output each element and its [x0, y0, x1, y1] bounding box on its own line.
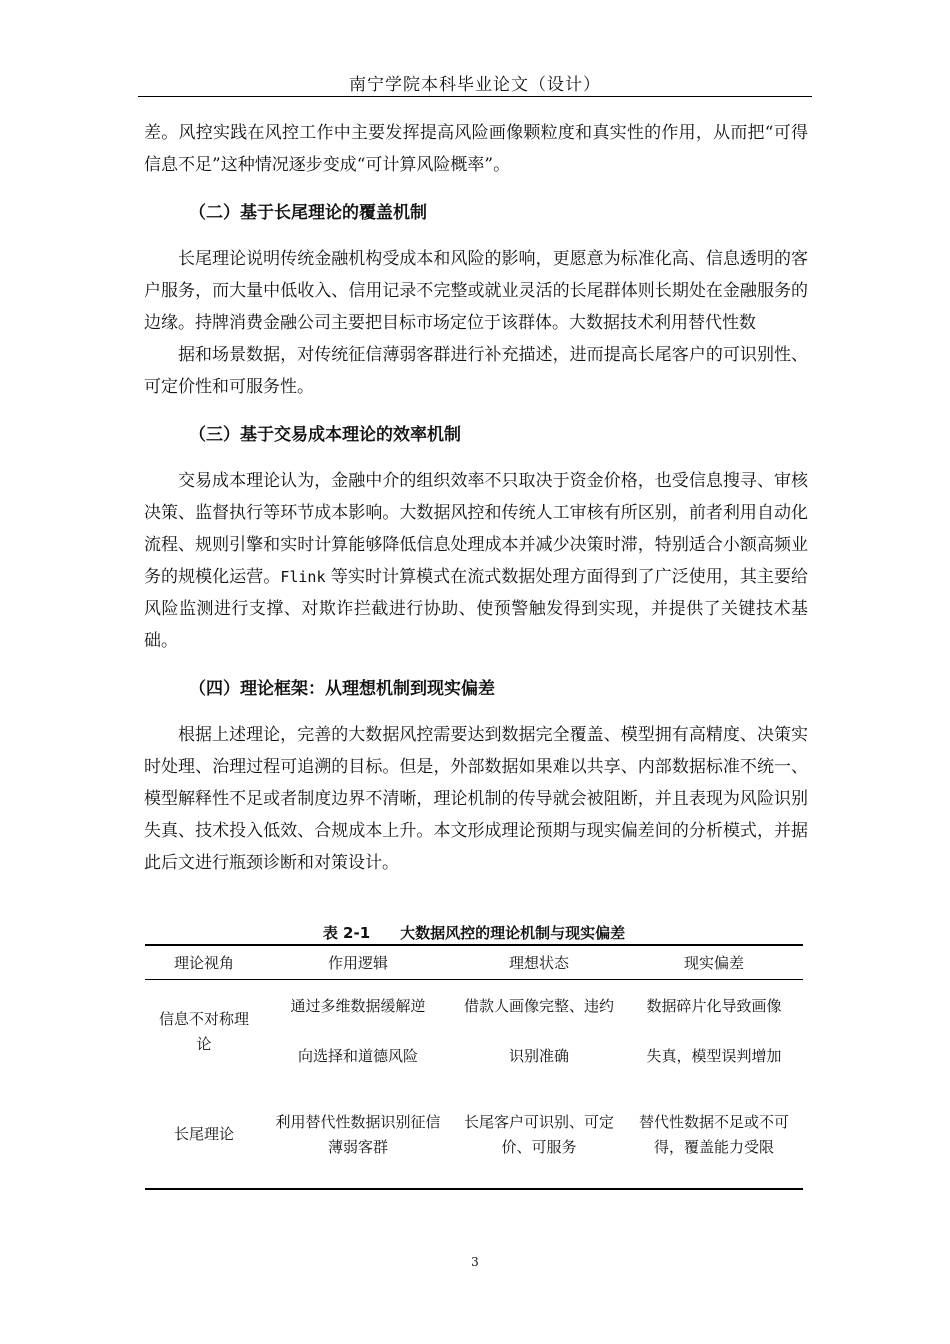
cell-line: 通过多维数据缓解逆: [290, 996, 426, 1015]
table-row: [145, 1082, 803, 1189]
body-text: [144, 117, 808, 879]
data-table: [145, 944, 803, 1190]
cell-line: 论: [196, 1034, 212, 1053]
table-header-cell: 作用逻辑: [263, 945, 453, 979]
table-cell: [625, 979, 803, 1082]
table-cell: [145, 1082, 263, 1189]
cell-line: 利用替代性数据识别征信: [275, 1112, 441, 1131]
cell-line: 价、可服务: [501, 1137, 577, 1156]
table-caption: 表 2-1 大数据风控的理论机制与现实偏差: [322, 924, 626, 942]
table-row: [145, 979, 803, 1082]
cell-line: 长尾客户可识别、可定: [463, 1112, 614, 1131]
cell-line: 信息不对称理: [158, 1009, 249, 1028]
paragraph-continued: 差。风控实践在风控工作中主要发挥提高风险画像颗粒度和真实性的作用，从而把“可得信息不足”这种情况逐步变成“可计算风险概率”。: [144, 123, 808, 175]
table-cell: [453, 1082, 625, 1189]
cell-line: 借款人画像完整、违约: [463, 996, 614, 1015]
paragraph-text-b: 等实时计算模式在流式数据处理方面得到了广泛使用，其主要给风险监测进行支撑、对欺诈拦截进行协助、使预警触发得到实现，并提供了关键技术基础。: [144, 567, 809, 651]
section-heading-transaction-cost: （三）基于交易成本理论的效率机制: [189, 425, 461, 445]
cell-line: 向选择和道德风险: [297, 1046, 418, 1065]
paragraph-long-tail-1: 长尾理论说明传统金融机构受成本和风险的影响，更愿意为标准化高、信息透明的客户服务，而大量中低收入、信用记录不完整或就业灵活的长尾群体则长期处在金融服务的边缘。持牌消费金融公司主要把目标市场定位于该群体。大数据技术利用替代性数: [144, 249, 808, 333]
running-header: 南宁学院本科毕业论文（设计）: [349, 75, 601, 95]
paragraph-long-tail-2: 据和场景数据，对传统征信薄弱客群进行补充描述，进而提高长尾客户的可识别性、可定价性和可服务性。: [144, 345, 808, 397]
table-cell: [263, 1082, 453, 1189]
cell-line: 薄弱客群: [327, 1137, 388, 1156]
cell-line: 得，覆盖能力受限: [653, 1137, 774, 1156]
table-header-cell: 现实偏差: [625, 945, 803, 979]
table-cell: [145, 979, 263, 1082]
section-heading-long-tail: （二）基于长尾理论的覆盖机制: [189, 203, 427, 223]
paragraph-text-a: 交易成本理论认为，金融中介的组织效率不只取决于资金价格，也受信息搜寻、审核决策、监督执行等环节成本影响。大数据风控和传统人工审核有所区别，前者利用自动化流程、规则引擎和实时计算能够降低信息处理成本并减少决策时滞，特别适合小额高频业务的规模化运营。: [144, 471, 808, 587]
table-cell: [263, 979, 453, 1082]
page-number: 3: [471, 1255, 479, 1269]
table-header-row: [145, 945, 803, 979]
term-flink: Flink: [280, 568, 326, 586]
table-cell: [453, 979, 625, 1082]
table-cell: [625, 1082, 803, 1189]
header-rule: [138, 96, 812, 97]
cell-line: 长尾理论: [173, 1125, 234, 1143]
cell-line: 替代性数据不足或不可: [638, 1112, 789, 1131]
paragraph-framework: 根据上述理论，完善的大数据风控需要达到数据完全覆盖、模型拥有高精度、决策实时处理、治理过程可追溯的目标。但是，外部数据如果难以共享、内部数据标准不统一、模型解释性不足或者制度边界不清晰，理论机制的传导就会被阻断，并且表现为风险识别失真、技术投入低效、合规成本上升。本文形成理论预期与现实偏差间的分析模式，并据此后文进行瓶颈诊断和对策设计。: [144, 725, 808, 873]
table-2-1: [145, 922, 803, 1190]
table-header-cell: 理论视角: [145, 945, 263, 979]
cell-line: 识别准确: [508, 1046, 569, 1065]
table-header-cell: 理想状态: [453, 945, 625, 979]
cell-line: 失真，模型误判增加: [646, 1046, 782, 1065]
cell-line: 数据碎片化导致画像: [646, 996, 782, 1015]
paragraph-transaction-cost: [144, 465, 808, 657]
section-heading-framework: （四）理论框架：从理想机制到现实偏差: [189, 679, 495, 699]
